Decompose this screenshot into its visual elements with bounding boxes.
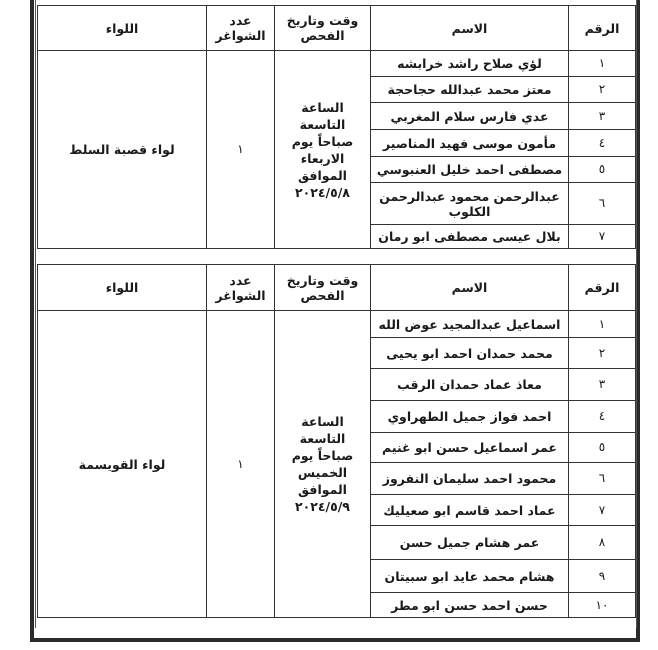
row-name: هشام محمد عايد ابو سبيتان	[371, 560, 569, 593]
row-name: معتز محمد عبدالله حجاحجة	[371, 77, 569, 103]
exam-time-date: ٢٠٢٤/٥/٩	[295, 499, 350, 514]
row-number: ٥	[569, 433, 636, 463]
exam-time-line1: الساعة التاسعة	[299, 414, 346, 446]
frame-inner-line-right	[636, 0, 637, 628]
row-number: ٤	[569, 401, 636, 433]
row-number: ٦	[569, 463, 636, 495]
row-name: محمود احمد سليمان النفروز	[371, 463, 569, 495]
exam-time-line2: صباحاً يوم	[291, 133, 354, 149]
header-exam-time	[275, 6, 371, 51]
row-name: احمد فواز جميل الطهراوي	[371, 401, 569, 433]
exam-time-line3: الخميس الموافق	[297, 465, 348, 497]
row-number: ٢	[569, 77, 636, 103]
table-header-row	[38, 265, 636, 311]
row-number: ١٠	[569, 593, 636, 618]
table-header-row	[38, 6, 636, 51]
district-cell: لواء قصبة السلط	[38, 51, 207, 249]
row-name: حسن احمد حسن ابو مطر	[371, 593, 569, 618]
row-number: ٥	[569, 157, 636, 183]
exam-time-cell	[275, 311, 371, 618]
header-number: الرقم	[569, 6, 636, 51]
header-name: الاسم	[371, 265, 569, 311]
row-name: عمر هشام جميل حسن	[371, 526, 569, 560]
row-name: عدي فارس سلام المغربي	[371, 103, 569, 130]
row-number: ١	[569, 51, 636, 77]
row-name: عماد احمد قاسم ابو صعيليك	[371, 495, 569, 526]
exam-time-line3: الاربعاء الموافق	[298, 150, 347, 183]
header-district: اللواء	[38, 6, 207, 51]
header-exam-time-line1: وقت وتاريخ	[286, 13, 359, 28]
row-name: مصطفى احمد خليل العنبوسي	[371, 157, 569, 183]
header-exam-time-line1: وقت وتاريخ	[286, 272, 359, 288]
district-cell: لواء القويسمة	[38, 311, 207, 618]
row-number: ٧	[569, 225, 636, 249]
header-vacancies	[207, 6, 275, 51]
vacancies-cell: ١	[207, 311, 275, 618]
header-vacancies-line1: عدد	[229, 272, 252, 288]
row-name: عبدالرحمن محمود عبدالرحمن الكلوب	[371, 183, 569, 225]
exam-time-line2: صباحاً يوم	[291, 448, 354, 463]
header-district: اللواء	[38, 265, 207, 311]
row-name: معاذ عماد حمدان الرقب	[371, 369, 569, 401]
row-number: ٩	[569, 560, 636, 593]
vacancies-cell: ١	[207, 51, 275, 249]
header-name: الاسم	[371, 6, 569, 51]
row-name: اسماعيل عبدالمجيد عوض الله	[371, 311, 569, 338]
row-number: ٧	[569, 495, 636, 526]
candidates-table-salt	[37, 5, 636, 249]
header-vacancies-line2: الشواغر	[215, 28, 266, 43]
exam-time-cell	[275, 51, 371, 249]
row-number: ٣	[569, 103, 636, 130]
header-exam-time-line2: الفحص	[300, 28, 345, 43]
table-row	[38, 51, 636, 77]
row-number: ٦	[569, 183, 636, 225]
header-vacancies-line2: الشواغر	[215, 287, 266, 303]
frame-inner-line-left	[35, 0, 36, 628]
row-number: ٣	[569, 369, 636, 401]
header-exam-time	[275, 265, 371, 311]
row-number: ٤	[569, 130, 636, 157]
row-number: ٢	[569, 338, 636, 369]
row-name: مأمون موسى فهيد المناصير	[371, 130, 569, 157]
row-number: ١	[569, 311, 636, 338]
header-number: الرقم	[569, 265, 636, 311]
exam-time-date: ٢٠٢٤/٥/٨	[295, 184, 350, 200]
row-name: محمد حمدان احمد ابو يحيى	[371, 338, 569, 369]
row-name: لؤي صلاح راشد خرابشه	[371, 51, 569, 77]
exam-time-line1: الساعة التاسعة	[299, 99, 346, 132]
candidates-table-quwaysimah	[37, 264, 636, 618]
row-number: ٨	[569, 526, 636, 560]
row-name: عمر اسماعيل حسن ابو غنيم	[371, 433, 569, 463]
header-vacancies	[207, 265, 275, 311]
header-exam-time-line2: الفحص	[300, 287, 345, 303]
header-vacancies-line1: عدد	[229, 13, 252, 28]
row-name: بلال عيسى مصطفى ابو رمان	[371, 225, 569, 249]
table-row	[38, 311, 636, 338]
